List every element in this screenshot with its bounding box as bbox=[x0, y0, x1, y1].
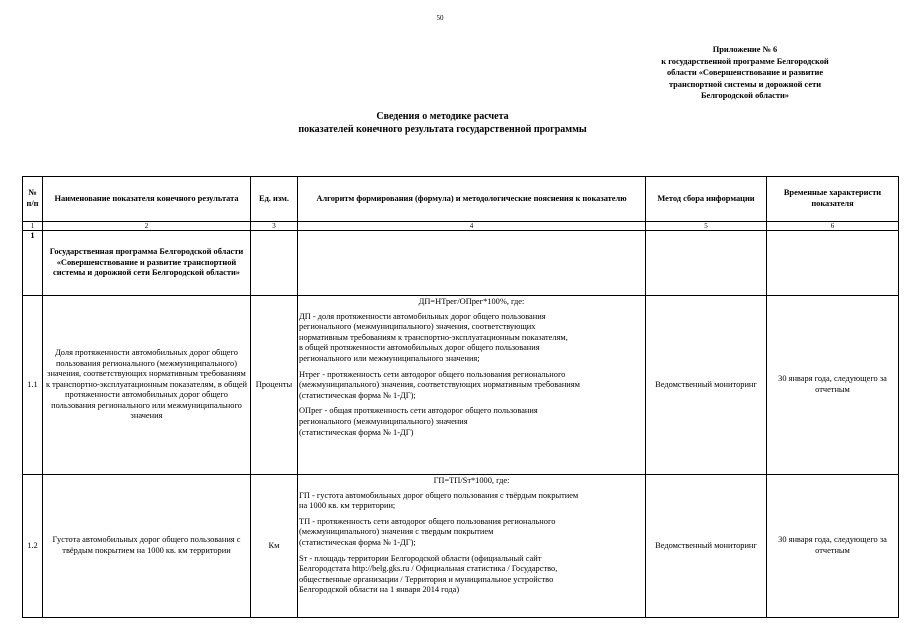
algorithm-line: ДП - доля протяженности автомобильных дорог общего пользования bbox=[299, 311, 546, 321]
algorithm-line: ГП - густота автомобильных дорог общего пользования с твёрдым покрытием bbox=[299, 490, 579, 500]
timing: 30 января года, следующего за отчетным bbox=[767, 296, 899, 475]
table-header-row bbox=[23, 177, 899, 222]
algorithm-line: (статистическая форма № 1-ДГ) bbox=[299, 427, 414, 437]
indicator-name: Густота автомобильных дорог общего пользования с твёрдым покрытием на 1000 кв. км территории bbox=[43, 475, 251, 618]
indicators-table bbox=[22, 176, 899, 618]
header-unit: Ед. изм. bbox=[251, 177, 298, 222]
indicator-name: Доля протяженности автомобильных дорог общего пользования регионального (межмуниципального) значения, соответствующих нормативным требованиям к транспортно-эксплуатационным показателям, в общей протяженности автомобильных дорог общего пользования регионального или межмуниципального значения bbox=[43, 296, 251, 475]
algorithm-paragraph bbox=[299, 406, 644, 438]
algorithm-line: ТП - протяженность сети автодорог общего пользования регионального bbox=[299, 516, 556, 526]
appendix-line: Белгородской области» bbox=[700, 91, 789, 100]
title-line: показателей конечного результата государственной программы bbox=[298, 124, 587, 135]
algorithm-paragraph bbox=[299, 491, 644, 512]
algorithm-line: регионального (межмуниципального) значения bbox=[299, 416, 468, 426]
algorithm-line: регионального (межмуниципального) значения, соответствующих bbox=[299, 322, 536, 332]
algorithm-line: (статистическая форма № 1-ДГ); bbox=[299, 537, 416, 547]
appendix-line: Приложение № 6 bbox=[712, 45, 778, 54]
row-number: 1.1 bbox=[23, 296, 43, 475]
table-row bbox=[23, 231, 899, 296]
header-time: Временные характеристи показателя bbox=[767, 177, 899, 222]
header-name: Наименование показателя конечного результата bbox=[43, 177, 251, 222]
algorithm-cell bbox=[298, 475, 646, 618]
collection-method: Ведомственный мониторинг bbox=[646, 475, 767, 618]
formula: ДП=НТрег/ОПрег*100%, где: bbox=[418, 297, 525, 306]
algorithm-paragraph bbox=[299, 312, 644, 365]
column-index-row bbox=[23, 222, 899, 231]
algorithm-paragraph bbox=[299, 517, 644, 549]
algorithm-line: нормативным требованиям к транспортно-эксплуатационным показателям, bbox=[299, 332, 568, 342]
empty-cell bbox=[251, 231, 298, 296]
algorithm-line: Sт - площадь территории Белгородской области (официальный сайт bbox=[299, 553, 542, 563]
algorithm-cell bbox=[298, 296, 646, 475]
empty-cell bbox=[646, 231, 767, 296]
algorithm-line: общественные организации / Территория и муниципальное устройство bbox=[299, 574, 554, 584]
algorithm-line: на 1000 кв. км территории; bbox=[299, 501, 396, 511]
algorithm-line: Белгородстата http://belg.gks.ru / Официальная статистика / Государство, bbox=[299, 564, 558, 574]
title-line: Сведения о методике расчета bbox=[376, 111, 509, 122]
header-num: № п/п bbox=[23, 177, 43, 222]
algorithm-line: регионального или межмуниципального значения; bbox=[299, 353, 480, 363]
algorithm-line: Белгородской области на 1 января 2014 года) bbox=[299, 585, 460, 595]
column-index: 4 bbox=[298, 222, 646, 231]
algorithm-line: Нтрег - протяженность сети автодорог общего пользования регионального bbox=[299, 369, 566, 379]
column-index: 1 bbox=[23, 222, 43, 231]
header-method: Метод сбора информации bbox=[646, 177, 767, 222]
table-row bbox=[23, 475, 899, 618]
table-row bbox=[23, 296, 899, 475]
empty-cell bbox=[767, 231, 899, 296]
column-index: 6 bbox=[767, 222, 899, 231]
appendix-line: области «Совершенствование и развитие bbox=[666, 68, 824, 77]
algorithm-line: (межмуниципального) значения с твердым покрытием bbox=[299, 527, 494, 537]
timing: 30 января года, следующего за отчетным bbox=[767, 475, 899, 618]
row-number: 1.2 bbox=[23, 475, 43, 618]
column-index: 5 bbox=[646, 222, 767, 231]
unit: Км bbox=[251, 475, 298, 618]
program-name: Государственная программа Белгородской области «Совершенствование и развитие транспортной системы и дорожной сети Белгородской области» bbox=[43, 231, 251, 296]
formula: ГП=ТП/Sт*1000, где: bbox=[433, 476, 510, 485]
page-number: 50 bbox=[436, 14, 444, 22]
header-algorithm: Алгоритм формирования (формула) и методологические пояснения к показателю bbox=[298, 177, 646, 222]
empty-cell bbox=[298, 231, 646, 296]
document-title bbox=[240, 110, 645, 136]
algorithm-paragraph bbox=[299, 554, 644, 596]
unit: Проценты bbox=[251, 296, 298, 475]
column-index: 2 bbox=[43, 222, 251, 231]
algorithm-paragraph bbox=[299, 370, 644, 402]
algorithm-line: (статистическая форма № 1-ДГ); bbox=[299, 390, 416, 400]
appendix-line: транспортной системы и дорожной сети bbox=[668, 79, 822, 89]
column-index: 3 bbox=[251, 222, 298, 231]
appendix-line: к государственной программе Белгородской bbox=[661, 56, 829, 66]
algorithm-line: ОПрег - общая протяженность сети автодорог общего пользования bbox=[299, 406, 538, 416]
row-number: 1 bbox=[23, 231, 43, 296]
algorithm-line: в общей протяженности автомобильных дорог общего пользования bbox=[299, 343, 540, 353]
appendix-note bbox=[640, 44, 850, 102]
collection-method: Ведомственный мониторинг bbox=[646, 296, 767, 475]
algorithm-line: (межмуниципального) значения, соответствующих нормативным требованиям bbox=[299, 380, 580, 390]
